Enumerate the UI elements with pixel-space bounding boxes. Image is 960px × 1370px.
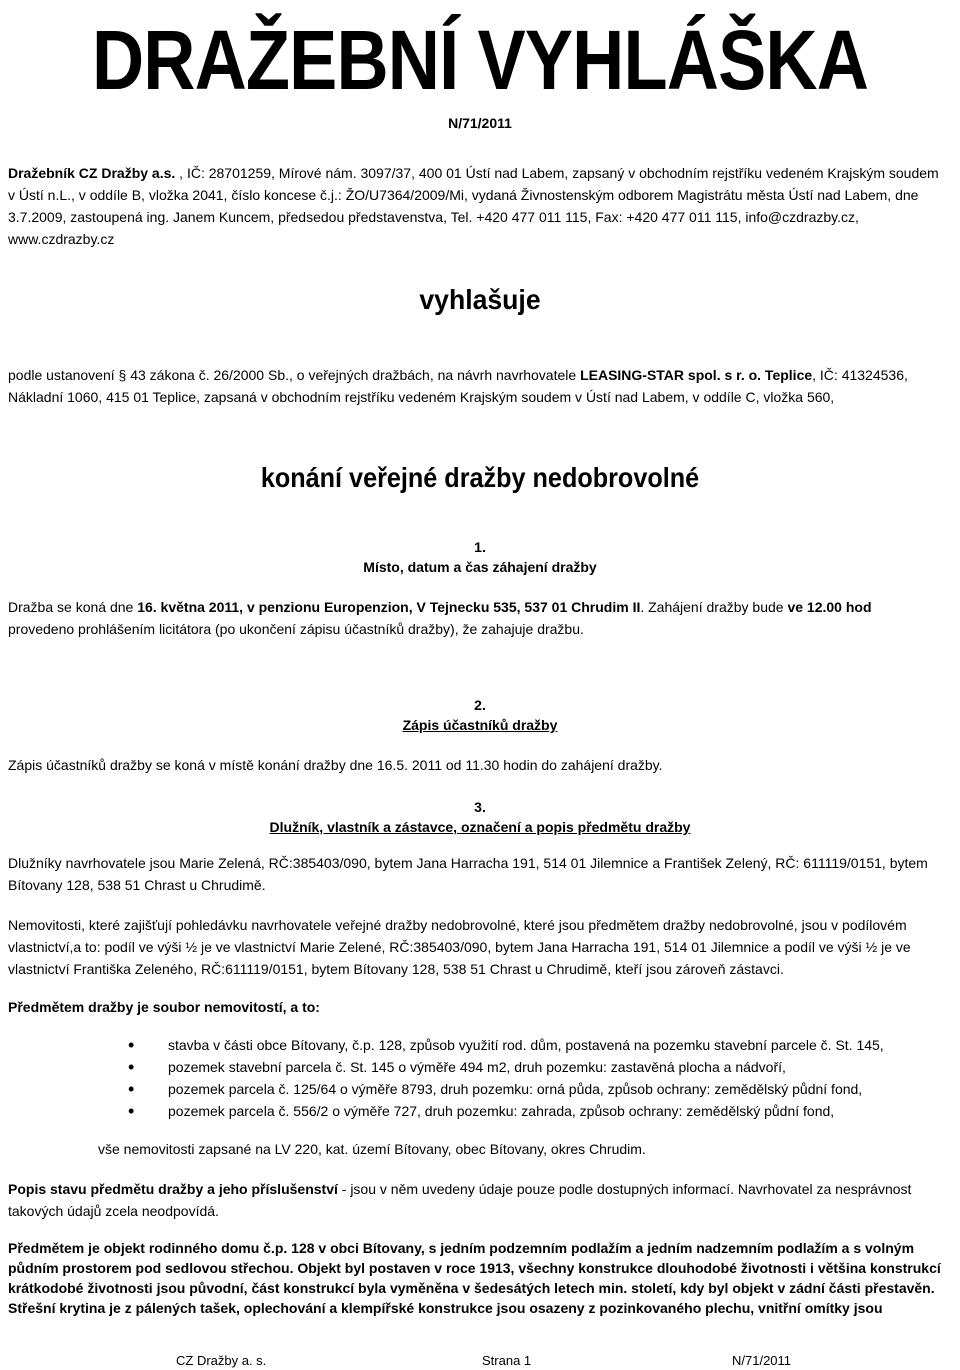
object-line-2: půdním prostorem pod sedlovou střechou. Objekt byl postaven v roce 1913, všechny konstrukce dlouhodobé životnosti i většina konstrukcí [8,1260,941,1276]
section-3-title: Dlužník, vlastník a zástavce, označení a popis předmětu dražby [269,819,691,835]
auction-title: konání veřejné dražby nedobrovolné [260,462,700,493]
debtors-block [8,852,956,896]
list-item: • pozemek stavební parcela č. St. 145 o výměře 494 m2, druh pozemku: zastavěná plocha a nádvoří, [128,1056,948,1078]
auction-date-place: 16. května 2011, v penzionu Europenzion, V Tejnecku 535, 537 01 Chrudim II [137,599,641,615]
object-line-3: krátkodobé životnosti jsou původní, část konstrukcí byla vyměněna v šedesátých letech min. století, kdy byl objekt v zádní části přestavěn. [8,1280,935,1296]
state-heading: Popis stavu předmětu dražby a jeho příslušenství [8,1181,338,1197]
footer-ref: N/71/2011 [732,1353,792,1368]
property-list [128,1034,948,1122]
section-1-title: Místo, datum a čas záhajení dražby [363,559,597,575]
state-text: - jsou v něm uvedeny údaje pouze podle dostupných informací. Navrhovatel za nesprávnost [337,1181,912,1197]
list-item: • pozemek parcela č. 556/2 o výměře 727, druh pozemku: zahrada, způsob ochrany: zemědělský půdní fond, [128,1100,948,1122]
section-1-line-2: provedeno prohlášením licitátora (po ukončení zápisu účastníků dražby), že zahajuje dražbu. [8,621,584,637]
state-line-2: takových údajů zcela neodpovídá. [8,1203,219,1219]
auction-start-time: ve 12.00 hod [787,599,872,615]
auctioneer-line-2: v Ústí n.L., v oddíle B, vložka 2041, číslo koncese č.j.: ŽO/U7364/2009/Mi, vydaná Živnostenským odborem Magistrátu města Ústí nad Labem, dne [8,187,919,203]
section-2-text: Zápis účastníků dražby se koná v místě konání dražby dne 16.5. 2011 od 11.30 hodin do zahájení dražby. [8,757,663,773]
subject-heading: Předmětem dražby je soubor nemovitostí, a to: [8,999,320,1015]
list-item: • stavba v části obce Bítovany, č.p. 128, způsob využití rod. dům, postavená na pozemku stavební parcele č. St. 145, [128,1034,948,1056]
property-line-3: vlastnictví Františka Zeleného, RČ:611119/0151, bytem Bítovany 128, 538 51 Chrast u Chrudimě, kteří jsou zároveň zástavci. [8,961,784,977]
auctioneer-details: , IČ: 28701259, Mírové nám. 3097/37, 400 01 Ústí nad Labem, zapsaný v obchodním rejstříku vedeném Krajským soudem [175,165,939,181]
announces-heading: vyhlašuje [419,284,541,315]
petitioner-id: , IČ: 41324536, [812,367,908,383]
section-1-number: 1. [474,539,486,555]
debtors-line-2: Bítovany 128, 538 51 Chrast u Chrudimě. [8,877,266,893]
state-block [8,1178,956,1222]
basis-block [8,364,956,408]
basis-text: podle ustanovení § 43 zákona č. 26/2000 Sb., o veřejných dražbách, na návrh navrhovatele [8,367,581,383]
list-item: • pozemek parcela č. 125/64 o výměře 8793, druh pozemku: orná půda, způsob ochrany: zemědělský půdní fond, [128,1078,948,1100]
auctioneer-name: Dražebník CZ Dražby a.s. [8,165,176,181]
footer-page: Strana 1 [482,1353,532,1368]
property-line-1: Nemovitosti, které zajišťují pohledávku navrhovatele veřejné dražby nedobrovolné, které jsou předmětem dražby nedobrovolné, jsou v podílovém [8,917,907,933]
auctioneer-website: www.czdrazby.cz [8,231,115,247]
footer-company: CZ Dražby a. s. [176,1353,267,1368]
object-block [8,1238,956,1318]
auctioneer-line-3: 3.7.2009, zastoupená ing. Janem Kuncem, předsedou představenstva, Tel. +420 477 011 115, Fax: +420 477 011 115, info@czdrazby.cz, [8,209,859,225]
auctioneer-block [8,162,956,250]
section-1-text [8,596,956,640]
reference-number: N/71/2011 [448,115,512,131]
registry-text: vše nemovitosti zapsané na LV 220, kat. území Bítovany, obec Bítovany, okres Chrudim. [98,1141,646,1157]
property-line-2: vlastnictví,a to: podíl ve výši ½ je ve vlastnictví Marie Zelené, RČ:385403/090, bytem Jana Harracha 191, 514 01 Jilemnice a podíl ve výši ½ je ve [8,939,911,955]
object-line-4: Střešní krytina je z pálených tašek, oplechování a klempířské konstrukce jsou osazeny z pozinkovaného plechu, vnitřní omítky jsou [8,1300,883,1316]
property-block [8,914,956,980]
section-2-title: Zápis účastníků dražby [402,717,558,733]
petitioner-name: LEASING-STAR spol. s r. o. Teplice [580,367,813,383]
section-1-text-c: . Zahájení dražby bude [640,599,788,615]
section-2-number: 2. [474,697,486,713]
debtors-line-1: Dlužníky navrhovatele jsou Marie Zelená, RČ:385403/090, bytem Jana Harracha 191, 514 01 Jilemnice a František Zelený, RČ: 611119/0151, bytem [8,855,928,871]
petitioner-address: Nákladní 1060, 415 01 Teplice, zapsaná v obchodním rejstříku vedeném Krajským soudem v Ústí nad Labem, v oddíle C, vložka 560, [8,389,835,405]
document-title: DRAŽEBNÍ VYHLÁŠKA [91,13,869,107]
section-3-number: 3. [474,799,486,815]
section-1-text-a: Dražba se koná dne [8,599,138,615]
object-line-1: Předmětem je objekt rodinného domu č.p. 128 v obci Bítovany, s jedním podzemním podlažím a jedním nadzemním podlažím a s volným [8,1240,915,1256]
